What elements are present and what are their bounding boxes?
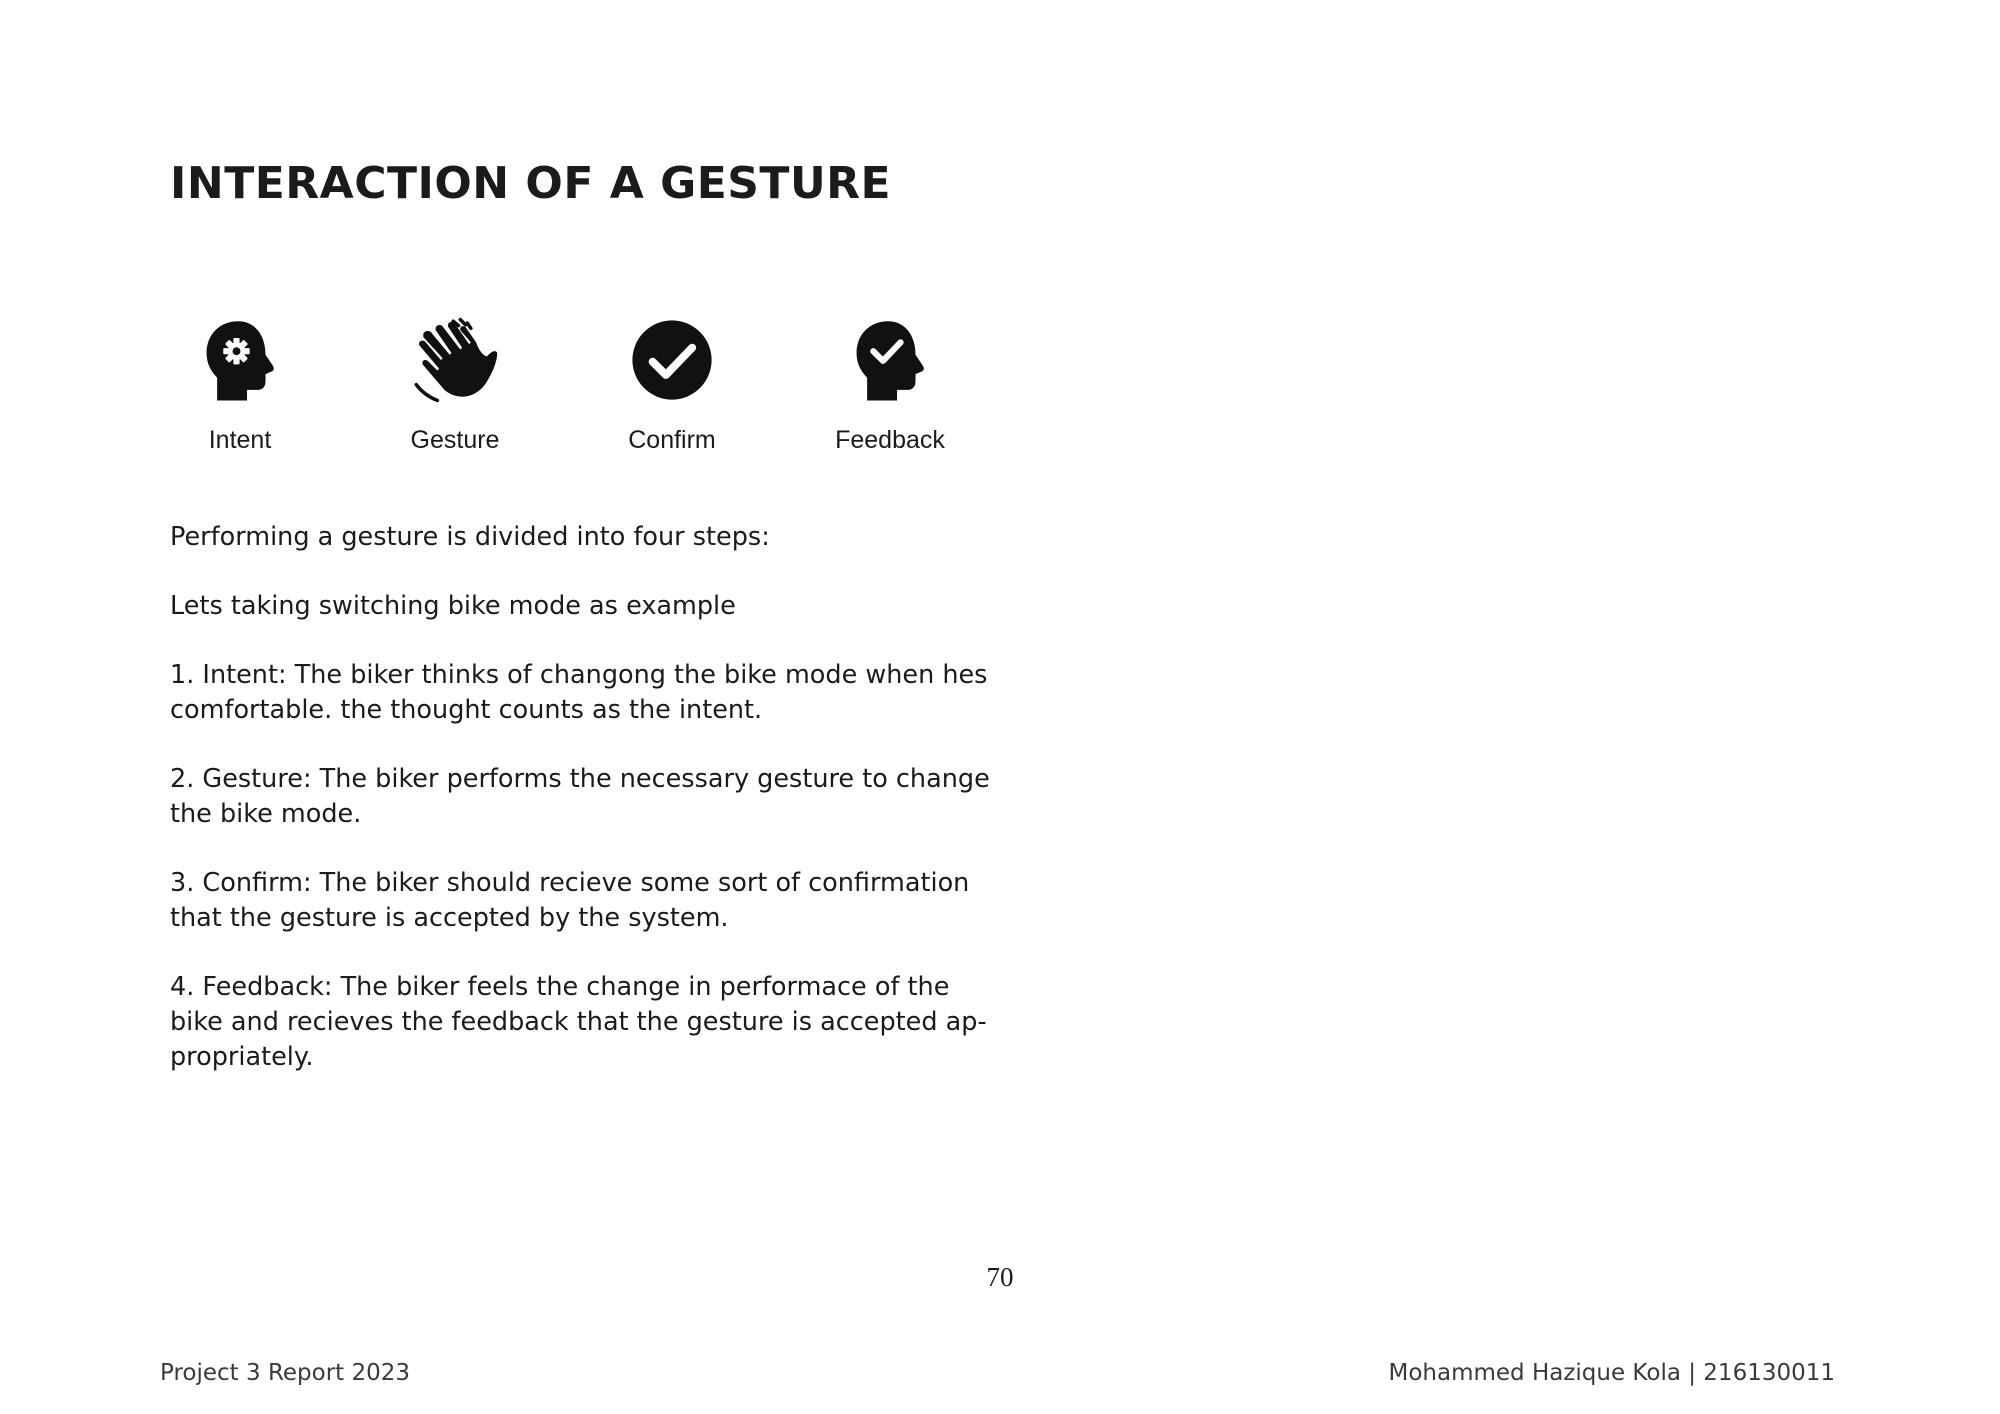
- example-paragraph: Lets taking switching bike mode as example: [170, 591, 736, 621]
- step-feedback: [790, 316, 990, 476]
- step-gesture-paragraph: 2. Gesture: The biker performs the necessary gesture to change the bike mode.: [170, 764, 990, 829]
- head-gear-icon: [196, 316, 284, 404]
- footer-author: Mohammed Hazique Kola | 216130011: [1388, 1360, 1835, 1386]
- step-label-confirm: Confirm: [628, 426, 716, 454]
- step-label-intent: Intent: [208, 426, 272, 454]
- step-intent: [140, 316, 340, 476]
- intro-paragraph: Performing a gesture is divided into four steps:: [170, 522, 770, 552]
- step-label-gesture: Gesture: [410, 426, 500, 454]
- check-circle-icon: [628, 316, 716, 404]
- page-title: INTERACTION OF A GESTURE: [170, 158, 892, 209]
- page-number: 70: [986, 1262, 1014, 1292]
- step-confirm-paragraph: 3. Confirm: The biker should recieve some sort of confirmation that the gesture is accepted by the system.: [170, 868, 970, 933]
- footer-project: Project 3 Report 2023: [160, 1360, 411, 1386]
- gesture-steps-row: [0, 316, 1000, 476]
- step-label-feedback: Feedback: [835, 426, 945, 454]
- body-text: [170, 520, 990, 1109]
- step-feedback-paragraph: 4. Feedback: The biker feels the change in performace of the bike and recieves the feedback that the gesture is accepted ap- propriately.: [170, 972, 987, 1072]
- waving-hand-icon: [411, 316, 499, 404]
- step-intent-paragraph: 1. Intent: The biker thinks of changong the bike mode when hes comfortable. the thought counts as the intent.: [170, 660, 988, 725]
- step-confirm: [572, 316, 772, 476]
- step-gesture: [355, 316, 555, 476]
- head-check-icon: [846, 316, 934, 404]
